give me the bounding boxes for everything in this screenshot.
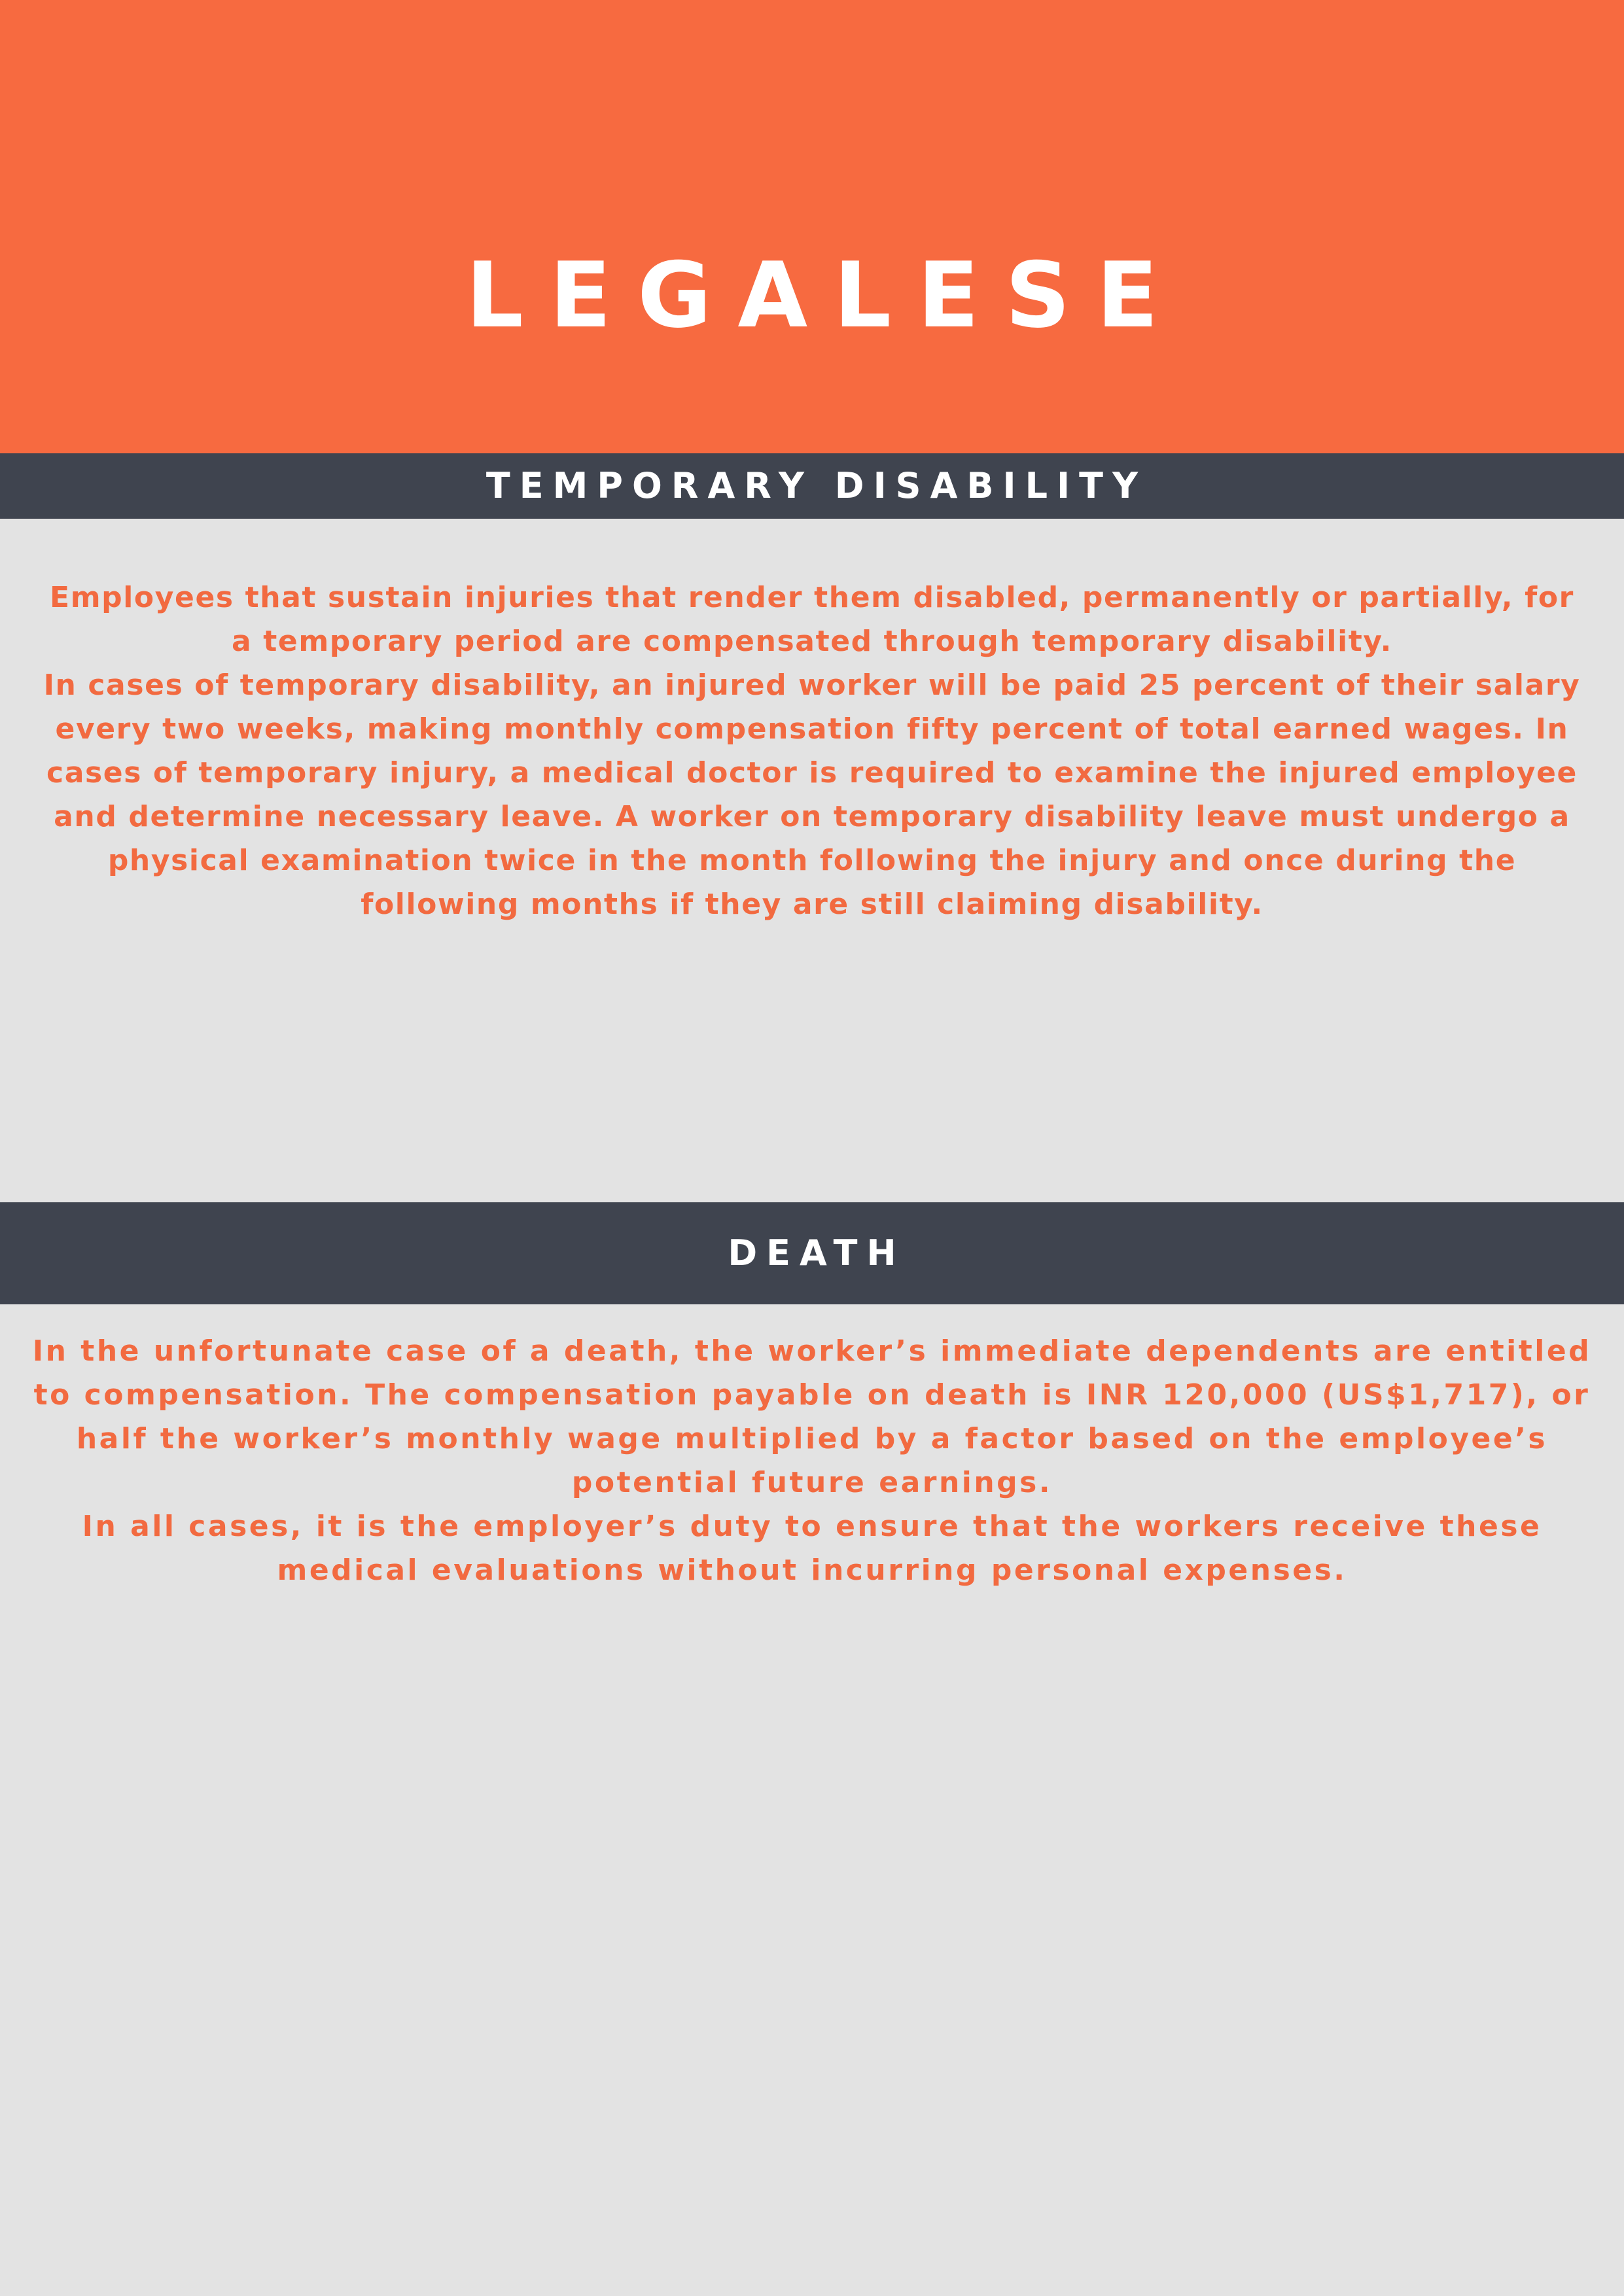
paragraph: In the unfortunate case of a death, the worker’s immediate dependents are entitled to compensation. The compensation payable on death is INR 120,000 (US$1,717), or half the worker’s monthly wage multiplied by a factor based on the employee’s potential future earnings. xyxy=(32,1334,1592,1499)
paragraph: Employees that sustain injuries that render them disabled, permanently or partially, for a temporary period are compensated through temporary disability. xyxy=(50,581,1574,658)
paragraph: In all cases, it is the employer’s duty to ensure that the workers receive these medical evaluations without incurring personal expenses. xyxy=(82,1510,1542,1587)
page-title: LEGALESE xyxy=(465,243,1185,348)
paragraph: In cases of temporary disability, an injured worker will be paid 25 percent of their salary every two weeks, making monthly compensation fifty percent of total earned wages. In cases of temporary injury, a medical doctor is required to examine the injured employee and determine necessary leave. A worker on temporary disability leave must undergo a physical examination twice in the month following the injury and once during the following months if they are still claiming disability. xyxy=(43,669,1581,921)
section-heading-temporary-disability: TEMPORARY DISABILITY xyxy=(0,453,1624,519)
section-body-death xyxy=(26,1329,1598,1592)
hero-banner xyxy=(0,0,1624,453)
section-body-temporary-disability xyxy=(39,576,1585,926)
section-heading-death: DEATH xyxy=(0,1202,1624,1304)
